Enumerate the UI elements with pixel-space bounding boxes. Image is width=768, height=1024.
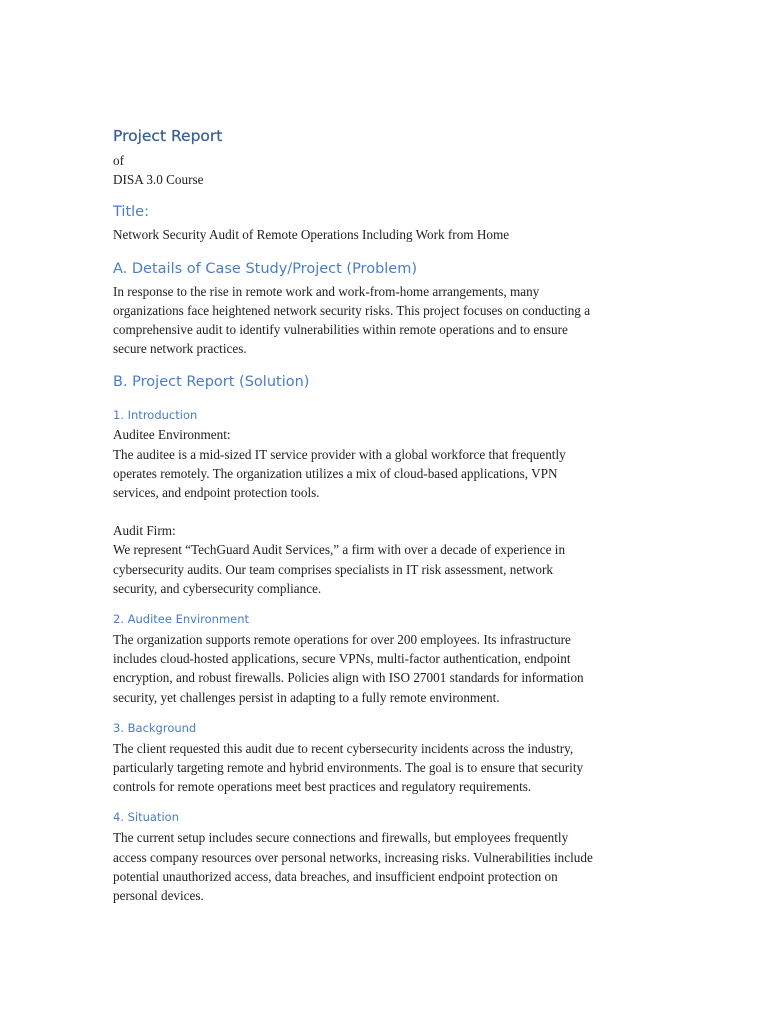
paragraph-line: personal devices. xyxy=(113,888,204,904)
background-paragraph xyxy=(113,739,673,797)
section-b-heading: B. Project Report (Solution) xyxy=(113,374,310,391)
background-heading: 3. Background xyxy=(113,720,197,735)
paragraph-line: security, and cybersecurity compliance. xyxy=(113,580,322,596)
paragraph-line: encryption, and robust firewalls. Policies align with ISO 27001 standards for information xyxy=(113,670,584,686)
paragraph-line: The current setup includes secure connections and firewalls, but employees frequently xyxy=(113,830,569,846)
paragraph-line: The organization supports remote operations for over 200 employees. Its infrastructure xyxy=(113,632,571,648)
auditee-label: Auditee Environment: xyxy=(113,427,231,443)
course-name: DISA 3.0 Course xyxy=(113,172,204,188)
paragraph-line: operates remotely. The organization utilizes a mix of cloud-based applications, VPN xyxy=(113,465,558,481)
situation-paragraph xyxy=(113,828,673,905)
introduction-heading: 1. Introduction xyxy=(113,408,198,423)
auditee-environment-heading: 2. Auditee Environment xyxy=(113,612,250,627)
paragraph-line: In response to the rise in remote work and work-from-home arrangements, many xyxy=(113,283,540,299)
audit-firm-paragraph xyxy=(113,540,673,598)
project-title-text: Network Security Audit of Remote Operations Including Work from Home xyxy=(113,227,510,243)
section-a-paragraph xyxy=(113,282,673,359)
paragraph-line: organizations face heightened network security risks. This project focuses on conducting a xyxy=(113,302,591,318)
paragraph-line: cybersecurity audits. Our team comprises specialists in IT risk assessment, network xyxy=(113,561,553,577)
of-line: of xyxy=(113,153,124,168)
paragraph-line: controls for remote operations meet best practices and regulatory requirements. xyxy=(113,779,532,795)
paragraph-line: The client requested this audit due to recent cybersecurity incidents across the industry, xyxy=(113,740,574,756)
audit-firm-label: Audit Firm: xyxy=(113,523,176,539)
document-title: Project Report xyxy=(113,127,223,145)
environment-paragraph xyxy=(113,630,673,707)
paragraph-line: comprehensive audit to identify vulnerabilities within remote operations and to ensure xyxy=(113,322,568,338)
paragraph-line: potential unauthorized access, data breaches, and insufficient endpoint protection on xyxy=(113,868,558,884)
section-a-heading: A. Details of Case Study/Project (Problem) xyxy=(113,260,418,277)
paragraph-line: We represent “TechGuard Audit Services,” a firm with over a decade of experience in xyxy=(113,542,566,558)
paragraph-line: secure network practices. xyxy=(113,341,247,357)
paragraph-line: security, yet challenges persist in adapting to a fully remote environment. xyxy=(113,689,500,705)
document-page xyxy=(113,124,673,905)
auditee-paragraph xyxy=(113,445,673,503)
paragraph-line: access company resources over personal networks, increasing risks. Vulnerabilities include xyxy=(113,849,593,865)
paragraph-line: includes cloud-hosted applications, secure VPNs, multi-factor authentication, endpoint xyxy=(113,651,571,667)
paragraph-line: services, and endpoint protection tools. xyxy=(113,485,320,501)
title-heading: Title: xyxy=(113,204,149,221)
paragraph-line: particularly targeting remote and hybrid environments. The goal is to ensure that security xyxy=(113,760,584,776)
paragraph-line: The auditee is a mid-sized IT service provider with a global workforce that frequently xyxy=(113,446,566,462)
situation-heading: 4. Situation xyxy=(113,810,179,825)
